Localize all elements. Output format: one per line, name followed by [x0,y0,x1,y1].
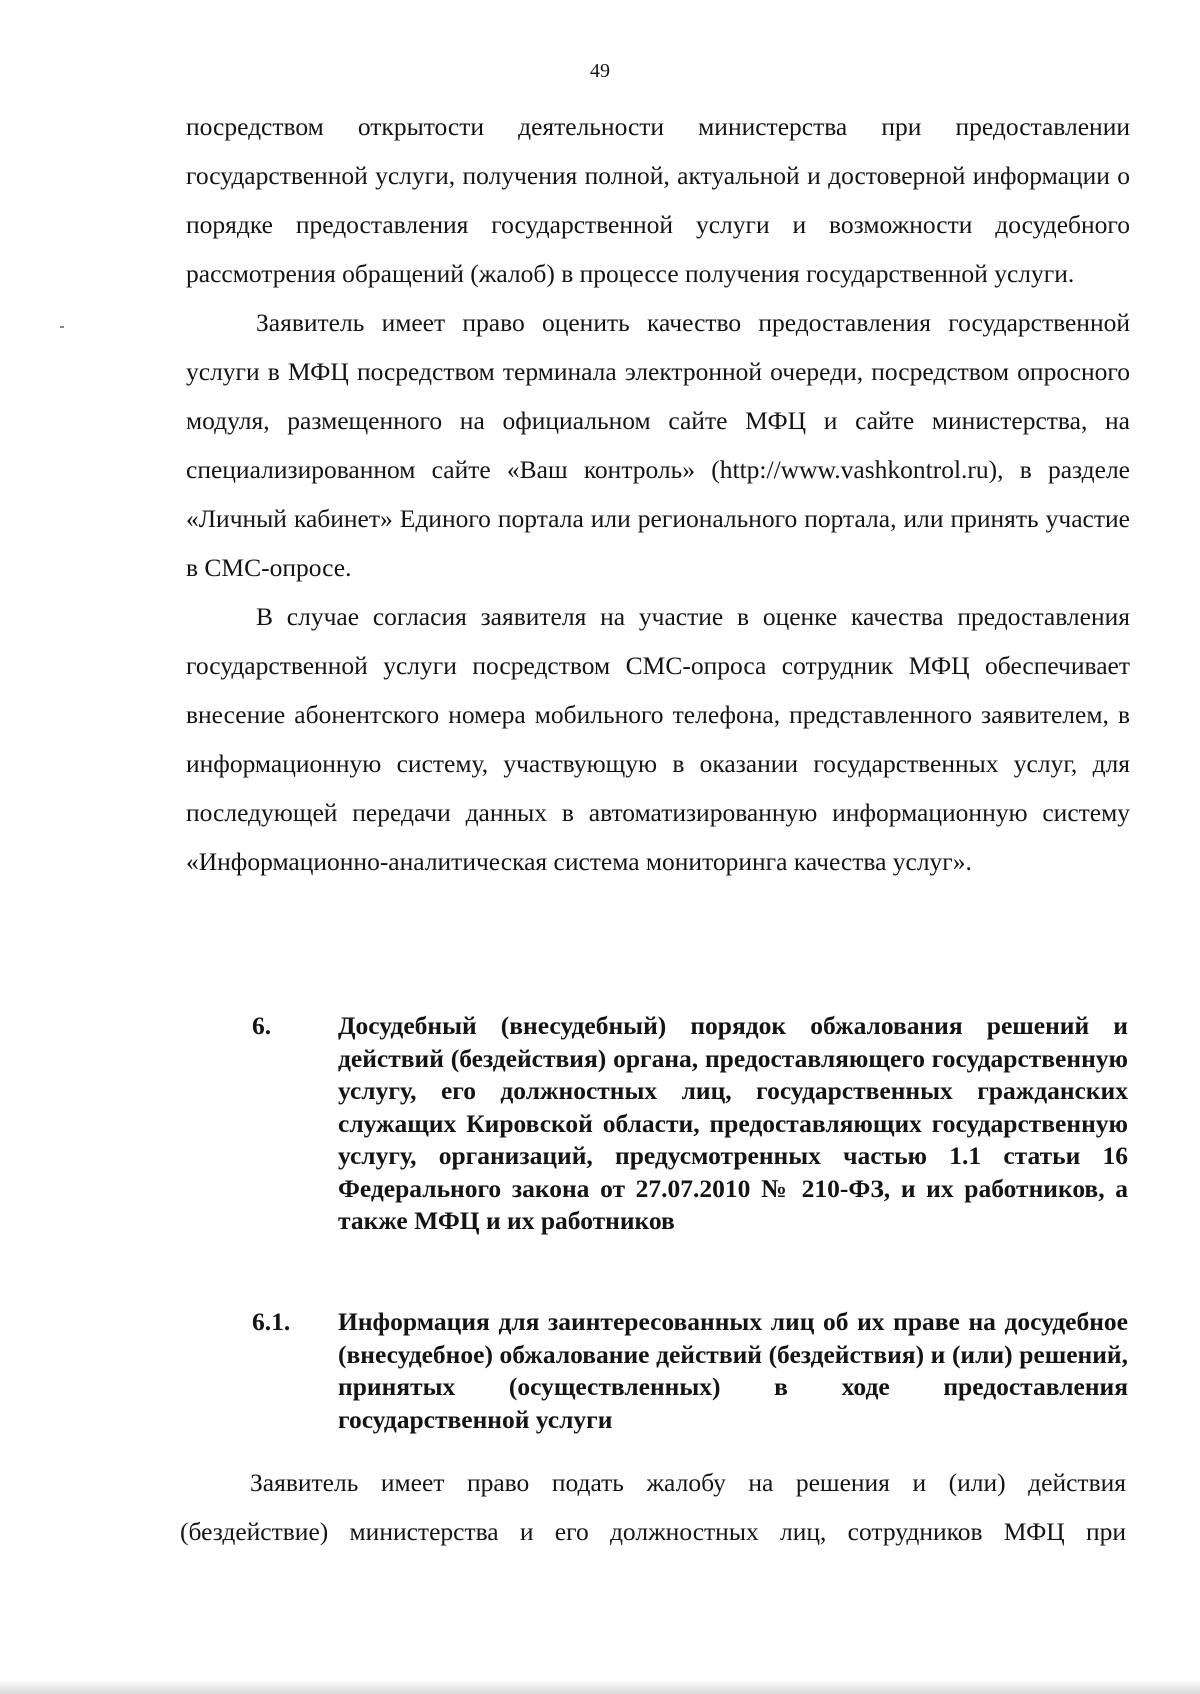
scan-artifact [60,326,64,328]
scan-edge-shade [0,1680,1200,1694]
paragraph [186,298,1130,592]
paragraph-text: Заявитель имеет право оценить качество предоставления государственной услуги в МФЦ посредством терминала электронной очереди, посредством опросного модуля, размещенного на официальном сайте МФЦ и сайте министерства, на специализированном сайте «Ваш контроль» (http://www.vashkontrol.ru), в разделе «Личный кабинет» Единого портала или регионального портала, или принять участие в СМС-опросе. [186,308,1130,582]
paragraph-text: Заявитель имеет право подать жалобу на решения и (или) действия (бездействие) министерства и его должностных лиц, сотрудников МФЦ при [180,1468,1126,1546]
paragraph-text: В случае согласия заявителя на участие в оценке качества предоставления государственной услуги посредством СМС-опроса сотрудник МФЦ обеспечивает внесение абонентского номера мобильного телефона, представленного заявителем, в информационную систему, участвующую в оказании государственных услуг, для последующей передачи данных в автоматизированную информационную систему «Информационно-аналитическая система мониторинга качества услуг». [186,602,1130,876]
paragraph [180,1458,1126,1556]
page-number: 49 [590,60,610,82]
section-title: Досудебный (внесудебный) порядок обжалования решений и действий (бездействия) органа, предоставляющего государственную услугу, его должностных лиц, государственных гражданских служащих Кировской области, предоставляющих государственную услугу, организаций, предусмотренных частью 1.1 статьи 16 Федерального закона от 27.07.2010 № 210-ФЗ, и их работников, а также МФЦ и их работников [338,1011,1128,1235]
text-block-bottom [180,1458,1126,1556]
paragraph [186,592,1130,886]
section-number: 6.1. [252,1307,291,1336]
section-title: Информация для заинтересованных лиц об их праве на досудебное (внесудебное) обжалование действий (бездействия) и (или) решений, принятых (осуществленных) в ходе предоставления государственной услуги [338,1307,1128,1434]
section-heading-6-1 [252,1306,1128,1436]
section-number: 6. [252,1011,272,1040]
text-block-top [186,102,1130,886]
paragraph: посредством открытости деятельности министерства при предоставлении государственной услуги, получения полной, актуальной и достоверной информации о порядке предоставления государственной услуги и возможности досудебного рассмотрения обращений (жалоб) в процессе получения государственной услуги. [186,112,1130,288]
section-heading-6 [252,1010,1128,1238]
